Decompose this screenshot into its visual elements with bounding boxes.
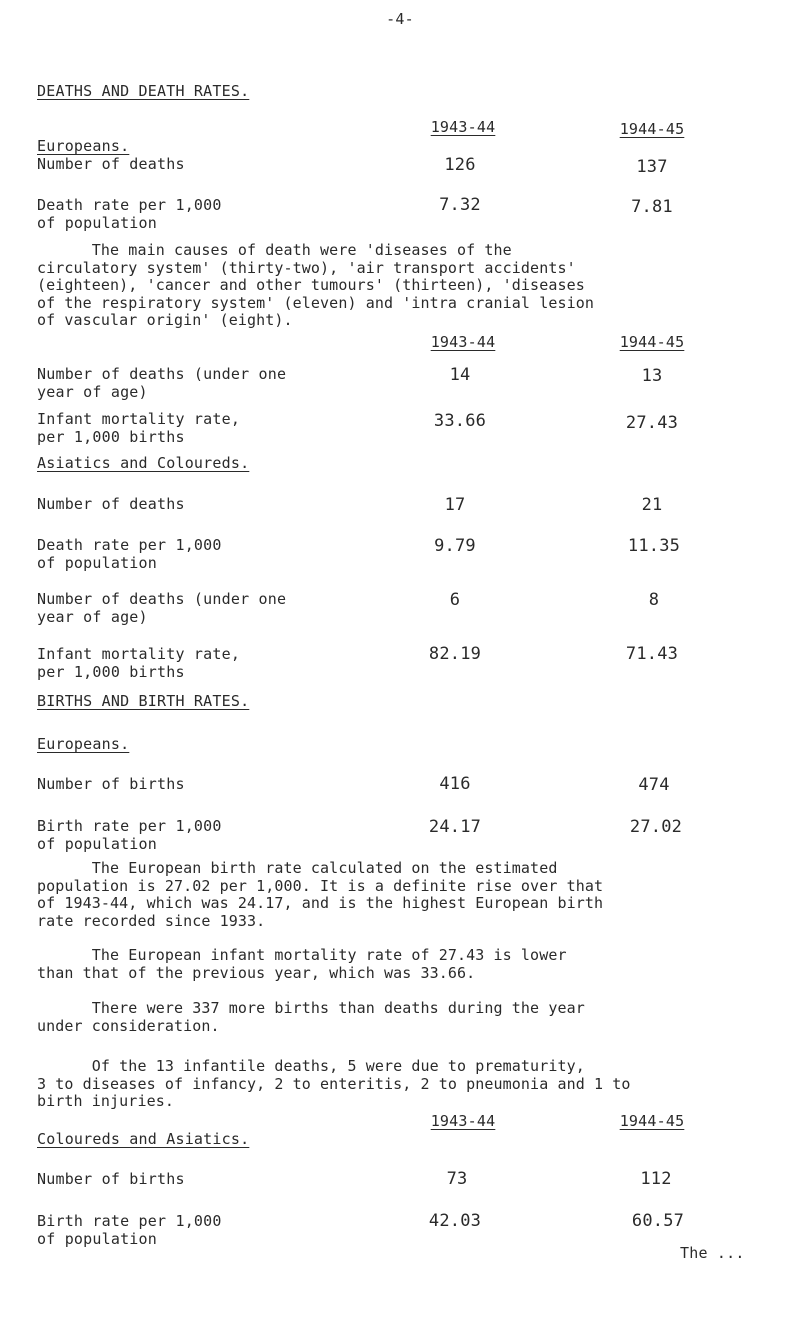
- row-value-1944: 60.57: [631, 1211, 685, 1231]
- col-header-1943-44: 1943-44: [430, 1112, 496, 1130]
- row-label-cont: of population: [37, 554, 157, 572]
- row-value-1943: 17: [444, 495, 466, 515]
- row-value-1943: 9.79: [434, 536, 476, 556]
- row-value-1943: 82.19: [428, 644, 482, 664]
- deaths-section-title: DEATHS AND DEATH RATES.: [37, 82, 250, 100]
- europeans-heading: Europeans.: [37, 137, 130, 155]
- row-label: Infant mortality rate,: [37, 410, 241, 428]
- row-value-1943: 73: [446, 1169, 468, 1189]
- infantile-deaths-paragraph: Of the 13 infantile deaths, 5 were due to prematurity, 3 to diseases of infancy, 2 to enteritis, 2 to pneumonia and 1 to birth injuries.: [37, 1057, 631, 1110]
- row-value-1943: 42.03: [428, 1211, 482, 1231]
- row-value-1944: 27.43: [625, 413, 679, 433]
- row-label: Birth rate per 1,000: [37, 1212, 222, 1230]
- row-label-cont: year of age): [37, 608, 148, 626]
- row-label: Number of births: [37, 1170, 185, 1188]
- row-value-1944: 8: [648, 590, 660, 610]
- row-label: Number of deaths (under one: [37, 365, 287, 383]
- row-label: Death rate per 1,000: [37, 536, 222, 554]
- europeans-heading: Europeans.: [37, 735, 130, 753]
- row-label: Number of deaths: [37, 495, 185, 513]
- row-value-1944: 27.02: [629, 817, 683, 837]
- births-vs-deaths-paragraph: There were 337 more births than deaths during the year under consideration.: [37, 999, 585, 1035]
- row-value-1944: 137: [636, 157, 668, 177]
- row-value-1944: 21: [641, 495, 663, 515]
- col-header-1944-45: 1944-45: [619, 333, 685, 351]
- asiatics-heading: Asiatics and Coloureds.: [37, 454, 250, 472]
- coloureds-heading: Coloureds and Asiatics.: [37, 1130, 250, 1148]
- row-label-cont: per 1,000 births: [37, 428, 185, 446]
- page-number: -4-: [386, 10, 414, 28]
- row-label-cont: of population: [37, 1230, 157, 1248]
- row-value-1944: 7.81: [631, 197, 673, 217]
- row-value-1944: 13: [641, 366, 663, 386]
- row-label-cont: year of age): [37, 383, 148, 401]
- row-value-1943: 416: [439, 774, 471, 794]
- row-value-1944: 474: [638, 775, 670, 795]
- col-header-1944-45: 1944-45: [619, 120, 685, 138]
- row-value-1943: 14: [449, 365, 471, 385]
- continuation-catchword: The ...: [680, 1244, 745, 1262]
- row-label-cont: of population: [37, 214, 157, 232]
- row-value-1943: 7.32: [439, 195, 481, 215]
- row-label: Number of births: [37, 775, 185, 793]
- row-value-1944: 11.35: [627, 536, 681, 556]
- row-value-1943: 126: [444, 155, 476, 175]
- birth-rate-paragraph: The European birth rate calculated on the estimated population is 27.02 per 1,000. It is a definite rise over that of 1943-44, which was 24.17, and is the highest European birth rate recorded since 1933.: [37, 859, 604, 930]
- col-header-1944-45: 1944-45: [619, 1112, 685, 1130]
- row-label-cont: of population: [37, 835, 157, 853]
- row-label: Number of deaths (under one: [37, 590, 287, 608]
- row-value-1944: 71.43: [625, 644, 679, 664]
- causes-paragraph: The main causes of death were 'diseases of the circulatory system' (thirty-two), 'air transport accidents' (eighteen), 'cancer and other tumours' (thirteen), 'diseases of the respiratory system' (eleven) and 'intra cranial lesion of vascular origin' (eight).: [37, 241, 594, 329]
- infant-mortality-paragraph: The European infant mortality rate of 27.43 is lower than that of the previous year, which was 33.66.: [37, 946, 567, 982]
- row-label: Infant mortality rate,: [37, 645, 241, 663]
- row-value-1943: 33.66: [433, 411, 487, 431]
- row-label: Number of deaths: [37, 155, 185, 173]
- row-value-1944: 112: [640, 1169, 672, 1189]
- row-value-1943: 24.17: [428, 817, 482, 837]
- births-section-title: BIRTHS AND BIRTH RATES.: [37, 692, 250, 710]
- col-header-1943-44: 1943-44: [430, 118, 496, 136]
- row-value-1943: 6: [449, 590, 461, 610]
- row-label: Birth rate per 1,000: [37, 817, 222, 835]
- col-header-1943-44: 1943-44: [430, 333, 496, 351]
- row-label: Death rate per 1,000: [37, 196, 222, 214]
- row-label-cont: per 1,000 births: [37, 663, 185, 681]
